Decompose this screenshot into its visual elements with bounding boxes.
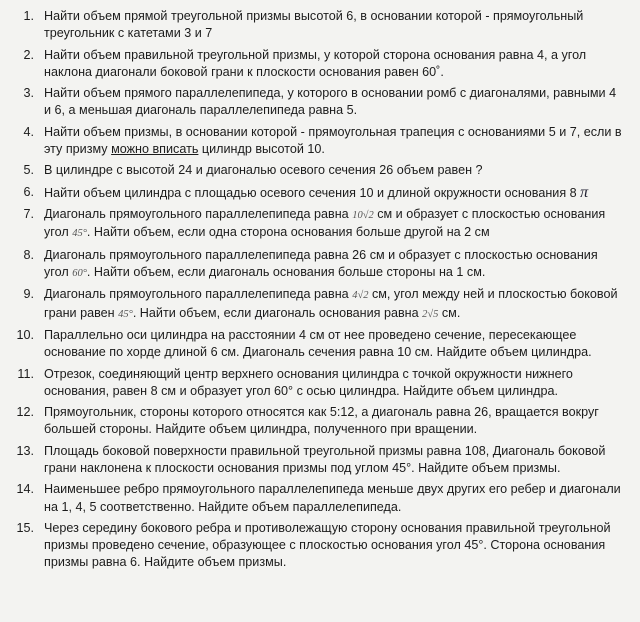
problem-text-part: цилиндр высотой 10. [198,141,325,156]
problem-number: 13. [16,443,34,458]
problem-12 [14,404,622,438]
problem-3 [14,85,622,119]
problem-text-part: . Найти объем, если диагональ основания равна [132,305,423,320]
problem-text: Прямоугольник, стороны которого относятся как 5:12, а диагональ равна 26, вращается вокруг большей стороны. Найдите объем цилиндра, полученного при вращении. [44,405,599,437]
problem-number: 3. [23,86,34,101]
problem-text [44,206,622,242]
problem-text: Через середину бокового ребра и противолежащую сторону основания правильной треугольной призмы проведено сечение, образующее с плоскостью основания угол 45°. Сторона основания призмы равна 6. Найдите объем призмы. [44,520,611,570]
problem-text-part: . Найти объем, если диагональ основания больше стороны на 1 см. [86,264,486,279]
problem-5 [14,162,622,179]
problem-text-part: Найти объем цилиндра с площадью осевого сечения 10 и длиной окружности основания 8 [44,185,577,200]
problem-text: Найти объем правильной треугольной призмы, у которой сторона основания равна 4, а угол наклона диагонали боковой грани к плоскости основания равен 60˚. [44,47,587,79]
problem-2 [14,47,622,81]
problem-15 [14,520,622,572]
problem-text-part: Диагональ прямоугольного параллелепипеда равна [44,287,353,302]
problem-number: 15. [16,520,34,535]
math-expression: 45° [72,228,87,240]
problem-text: Параллельно оси цилиндра на расстоянии 4 см от нее проведено сечение, пересекающее основание по хорде длиной 6 см. Диагональ сечения равна 10 см. Найдите объем цилиндра. [44,327,592,360]
problem-text: Наименьшее ребро прямоугольного параллелепипеда меньше двух других его ребер и диагонали на 1, 4, 5 соответственно. Найдите объем параллелепипеда. [44,482,621,514]
problem-text-part: см, угол между ней и плоскостью боковой грани равен [44,287,618,320]
problem-text [44,124,622,158]
problem-number: 1. [23,9,34,23]
problem-text-part: Найти объем призмы, в основании которой - прямоугольная трапеция с основаниями 5 и 7, если в эту призму [44,124,622,156]
problem-number: 12. [16,405,34,420]
problem-text: Найти объем прямой треугольной призмы высотой 6, в основании которой - прямоугольный треугольник с катетами 3 и 7 [44,9,584,41]
problem-number: 4. [23,124,34,139]
underlined-phrase: можно вписать [111,141,199,156]
problem-number: 2. [23,47,34,62]
problem-9 [14,286,622,322]
problem-text-part: Диагональ прямоугольного параллелепипеда равна [44,207,353,222]
problem-text [44,286,622,322]
pi-symbol: π [580,183,589,201]
math-expression: 45° [118,308,133,320]
problem-number: 8. [23,247,34,262]
problem-7 [14,206,622,242]
math-expression: 60° [72,267,87,279]
problem-number: 11. [17,366,34,381]
problem-text [44,247,622,282]
problem-number: 7. [23,207,34,222]
problem-number: 9. [23,287,34,302]
math-expression: 2√5 [422,308,439,320]
problem-number: 5. [23,163,34,178]
problem-text: Площадь боковой поверхности правильной треугольной призмы равна 108, Диагональ боковой грани наклонена к плоскости основания призмы под углом 45°. Найдите объем призмы. [44,443,606,475]
problem-text-part: Диагональ прямоугольного параллелепипеда равна 26 см и образует с плоскостью основания угол [44,247,598,279]
problem-11 [14,366,622,400]
problem-text-part: см. [438,305,461,320]
problem-6 [14,184,622,202]
math-expression: 4√2 [352,290,369,302]
problem-1 [14,8,622,42]
math-expression: 10√2 [352,210,374,222]
problem-text: В цилиндре с высотой 24 и диагональю осевого сечения 26 объем равен ? [44,163,483,178]
problem-number: 14. [16,482,34,497]
problem-8 [14,247,622,282]
problem-14 [14,481,622,515]
problem-10 [14,327,622,361]
problem-number: 6. [23,184,34,199]
problem-13 [14,443,622,477]
problem-number: 10. [16,327,34,342]
problem-text: Найти объем прямого параллелепипеда, у которого в основании ромб с диагоналями, равными 4 и 6, а меньшая диагональ параллелепипеда равна 5. [44,86,617,118]
problem-4 [14,124,622,158]
problem-text-part: . Найти объем, если одна сторона основания больше другой на 2 см [86,225,490,240]
problem-text: Отрезок, соединяющий центр верхнего основания цилиндра с точкой окружности нижнего основания, равен 8 см и образует угол 60° с осью цилиндра. Найдите объем цилиндра. [44,366,573,398]
problem-text [44,184,622,202]
problem-text-part: см и образует с плоскостью основания угол [44,207,606,240]
